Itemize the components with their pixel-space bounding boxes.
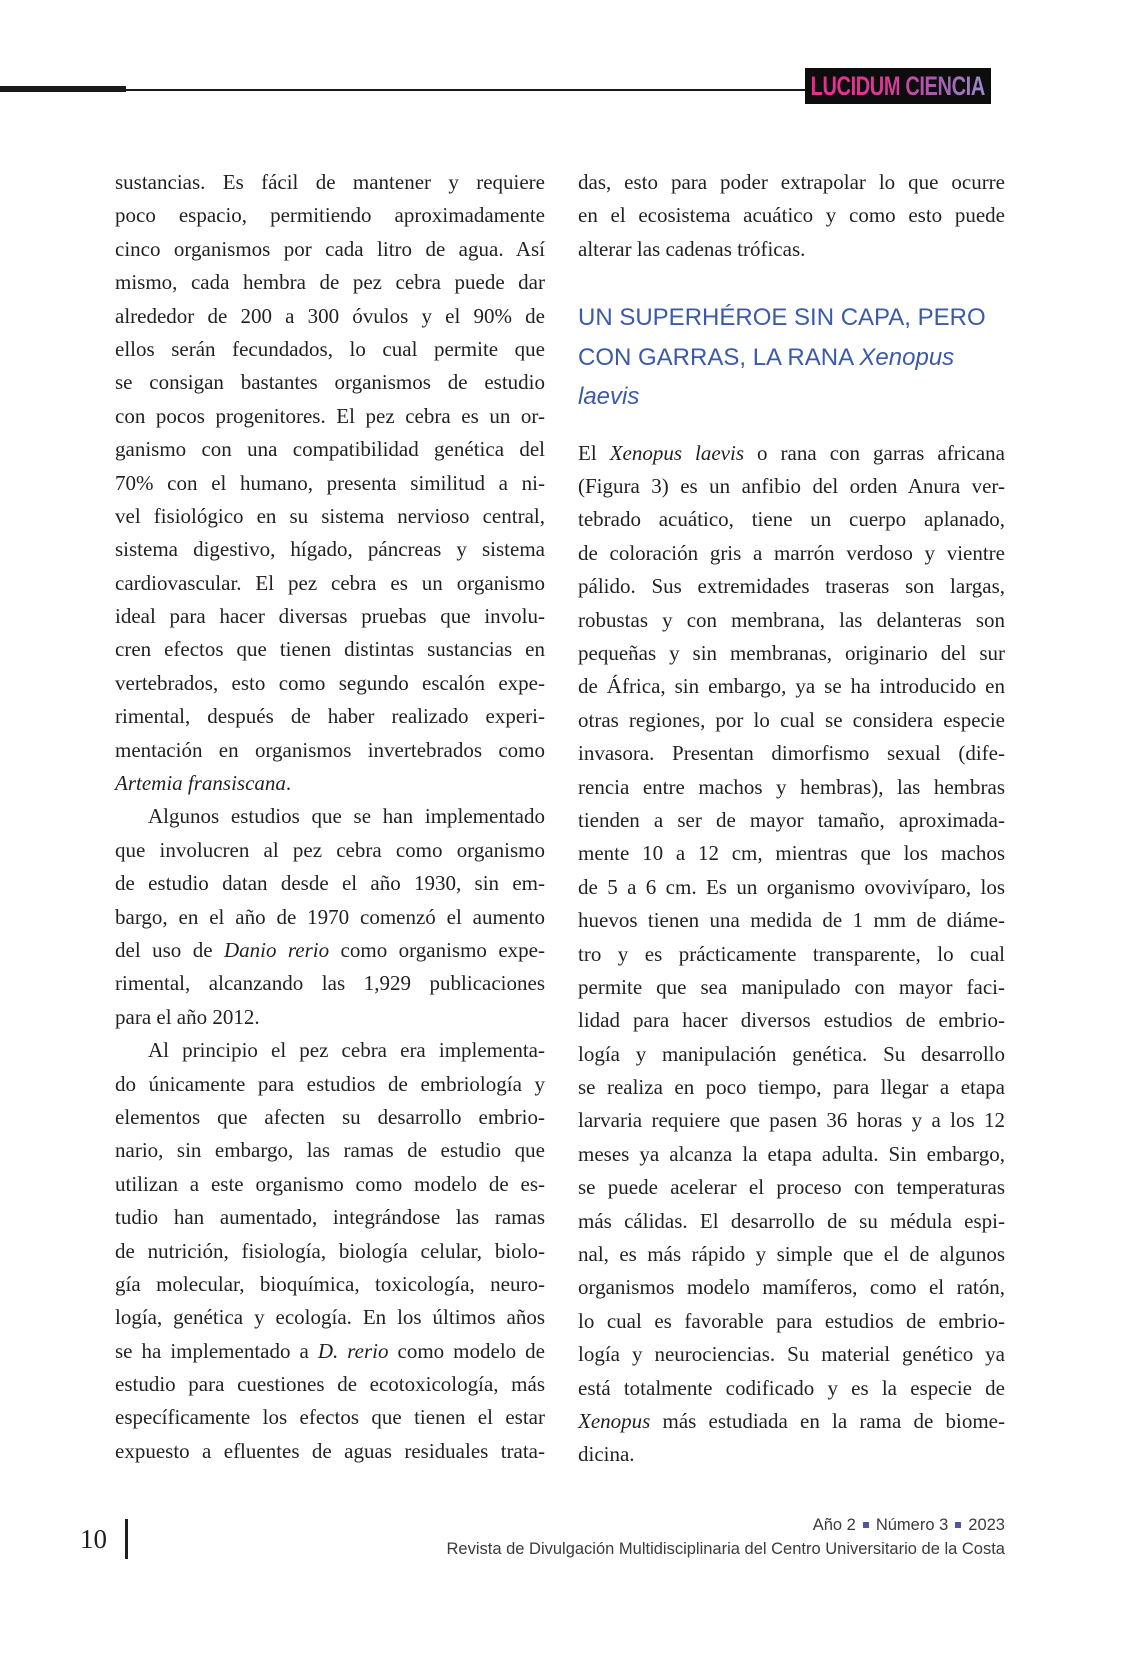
text-line: ellos serán fecundados, lo cual permite que <box>115 336 545 361</box>
text-line: de África, sin embargo, ya se ha introducido en <box>578 674 1005 699</box>
text-line: del uso de Danio rerio como organismo expe- <box>115 937 545 962</box>
text-line: utilizan a este organismo como modelo de es- <box>115 1171 545 1196</box>
text-line: cren efectos que tienen distintas sustancias en <box>115 637 545 662</box>
paragraph <box>115 1034 545 1468</box>
text-line: Xenopus más estudiada en la rama de biome- <box>578 1409 1005 1433</box>
text-line: lidad para hacer diversos estudios de embrio- <box>578 1008 1005 1033</box>
text-line: gía molecular, bioquímica, toxicología, neuro- <box>115 1271 545 1296</box>
text-line: organismos modelo mamíferos, como el ratón, <box>578 1275 1005 1300</box>
text-line: dicina. <box>578 1442 635 1467</box>
text-line: Algunos estudios que se han implementado <box>148 804 545 829</box>
text-line: se puede acelerar el proceso con temperaturas <box>578 1175 1005 1200</box>
issue-part: Número 3 <box>875 1516 949 1534</box>
heading-line: UN SUPERHÉROE SIN CAPA, PERO <box>578 304 986 332</box>
text-line: permite que sea manipulado con mayor faci- <box>578 974 1005 999</box>
text-line: vertebrados, esto como segundo escalón expe- <box>115 670 545 695</box>
text-line: El Xenopus laevis o rana con garras africana <box>578 440 1005 465</box>
text-line: poco espacio, permitiendo aproximadamente <box>115 203 545 228</box>
paragraph <box>115 800 545 1034</box>
text-line: logía y manipulación genética. Su desarrollo <box>578 1041 1005 1066</box>
text-line: con pocos progenitores. El pez cebra es un or- <box>115 403 545 428</box>
text-line: cinco organismos por cada litro de agua. Así <box>115 236 545 261</box>
left-column <box>115 166 545 1468</box>
text-line: de estudio datan desde el año 1930, sin em- <box>115 871 545 896</box>
journal-name: Revista de Divulgación Multidisciplinaria del Centro Universitario de la Costa <box>446 1540 1005 1558</box>
footer-info <box>446 1513 1005 1561</box>
text-line: para el año 2012. <box>115 1004 260 1029</box>
text-line: das, esto para poder extrapolar lo que ocurre <box>578 170 1005 194</box>
text-line: logía, genética y ecología. En los últimos años <box>115 1305 545 1330</box>
paragraph <box>578 437 1005 1472</box>
text-line: (Figura 3) es un anfibio del orden Anura ver- <box>578 474 1005 499</box>
text-line: tebrado acuático, tiene un cuerpo aplanado, <box>578 507 1005 532</box>
text-line: vel fisiológico en su sistema nervioso central, <box>115 503 545 528</box>
text-line: 70% con el humano, presenta similitud a ni- <box>115 470 545 495</box>
section-heading <box>578 298 1005 417</box>
text-line: lo cual es favorable para estudios de embrio- <box>578 1308 1005 1333</box>
text-line: nal, es más rápido y simple que el de algunos <box>578 1242 1005 1267</box>
text-line: ideal para hacer diversas pruebas que involu- <box>115 604 545 629</box>
header-rule-thick <box>0 86 126 92</box>
text-line: específicamente los efectos que tienen el estar <box>115 1405 545 1430</box>
text-line: tro y es prácticamente transparente, lo cual <box>578 941 1005 966</box>
text-line: tienden a ser de mayor tamaño, aproximada- <box>578 807 1005 832</box>
text-line: se realiza en poco tiempo, para llegar a etapa <box>578 1075 1005 1100</box>
square-bullet-icon <box>955 1522 961 1528</box>
text-line: larvaria requiere que pasen 36 horas y a los 12 <box>578 1108 1005 1133</box>
text-line: está totalmente codificado y es la especie de <box>578 1375 1005 1400</box>
page-number: 10 <box>80 1524 107 1554</box>
text-line: mente 10 a 12 cm, mientras que los machos <box>578 841 1005 866</box>
text-line: nario, sin embargo, las ramas de estudio que <box>115 1138 545 1163</box>
right-column <box>578 166 1005 1472</box>
text-line: ganismo con una compatibilidad genética del <box>115 437 545 462</box>
text-line: alterar las cadenas tróficas. <box>578 236 806 261</box>
text-line: mismo, cada hembra de pez cebra puede dar <box>115 270 545 295</box>
text-line: rencia entre machos y hembras), las hembras <box>578 774 1005 799</box>
text-line: do únicamente para estudios de embriología y <box>115 1071 545 1096</box>
text-line: expuesto a efluentes de aguas residuales trata- <box>115 1438 545 1463</box>
text-line: robustas y con membrana, las delanteras son <box>578 607 1005 632</box>
text-line: huevos tienen una medida de 1 mm de diáme- <box>578 908 1005 933</box>
issue-info <box>446 1513 1005 1537</box>
text-line: Artemia fransiscana. <box>115 771 292 796</box>
paragraph <box>115 166 545 800</box>
text-line: estudio para cuestiones de ecotoxicología, más <box>115 1372 545 1397</box>
text-line: sistema digestivo, hígado, páncreas y sistema <box>115 537 545 562</box>
text-line: invasora. Presentan dimorfismo sexual (dife- <box>578 741 1005 766</box>
text-line: rimental, después de haber realizado experi- <box>115 704 545 729</box>
journal-logo-text: LUCIDUM CIENCIA <box>810 70 986 101</box>
text-line: alrededor de 200 a 300 óvulos y el 90% de <box>115 303 545 328</box>
issue-part: Año 2 <box>812 1516 856 1534</box>
journal-logo <box>805 68 991 104</box>
text-line: logía y neurociencias. Su material genético ya <box>578 1342 1005 1367</box>
text-line: se ha implementado a D. rerio como modelo de <box>115 1338 545 1363</box>
heading-line: laevis <box>578 383 640 411</box>
paragraph <box>578 166 1005 266</box>
text-line: de coloración gris a marrón verdoso y vientre <box>578 540 1005 565</box>
text-line: rimental, alcanzando las 1,929 publicaciones <box>115 971 545 996</box>
text-line: de nutrición, fisiología, biología celular, biolo- <box>115 1238 545 1263</box>
text-line: de 5 a 6 cm. Es un organismo ovovivíparo, los <box>578 874 1005 899</box>
square-bullet-icon <box>863 1522 869 1528</box>
text-line: cardiovascular. El pez cebra es un organismo <box>115 570 545 595</box>
heading-line: CON GARRAS, LA RANA Xenopus <box>578 343 955 371</box>
text-line: pequeñas y sin membranas, originario del sur <box>578 641 1005 666</box>
footer-divider <box>125 1519 128 1559</box>
text-line: meses ya alcanza la etapa adulta. Sin embargo, <box>578 1141 1005 1166</box>
text-line: Al principio el pez cebra era implementa- <box>148 1038 545 1063</box>
text-line: en el ecosistema acuático y como esto puede <box>578 203 1005 228</box>
text-line: más cálidas. El desarrollo de su médula espi- <box>578 1208 1005 1233</box>
issue-part: 2023 <box>968 1516 1005 1534</box>
text-line: se consigan bastantes organismos de estudio <box>115 370 545 395</box>
text-line: mentación en organismos invertebrados como <box>115 737 545 762</box>
text-line: tudio han aumentado, integrándose las ramas <box>115 1205 545 1230</box>
text-line: que involucren al pez cebra como organismo <box>115 837 545 862</box>
text-line: sustancias. Es fácil de mantener y requiere <box>115 170 545 194</box>
text-line: bargo, en el año de 1970 comenzó el aumento <box>115 904 545 929</box>
text-line: elementos que afecten su desarrollo embrio- <box>115 1104 545 1129</box>
text-line: pálido. Sus extremidades traseras son largas, <box>578 574 1005 599</box>
text-line: otras regiones, por lo cual se considera especie <box>578 707 1005 732</box>
